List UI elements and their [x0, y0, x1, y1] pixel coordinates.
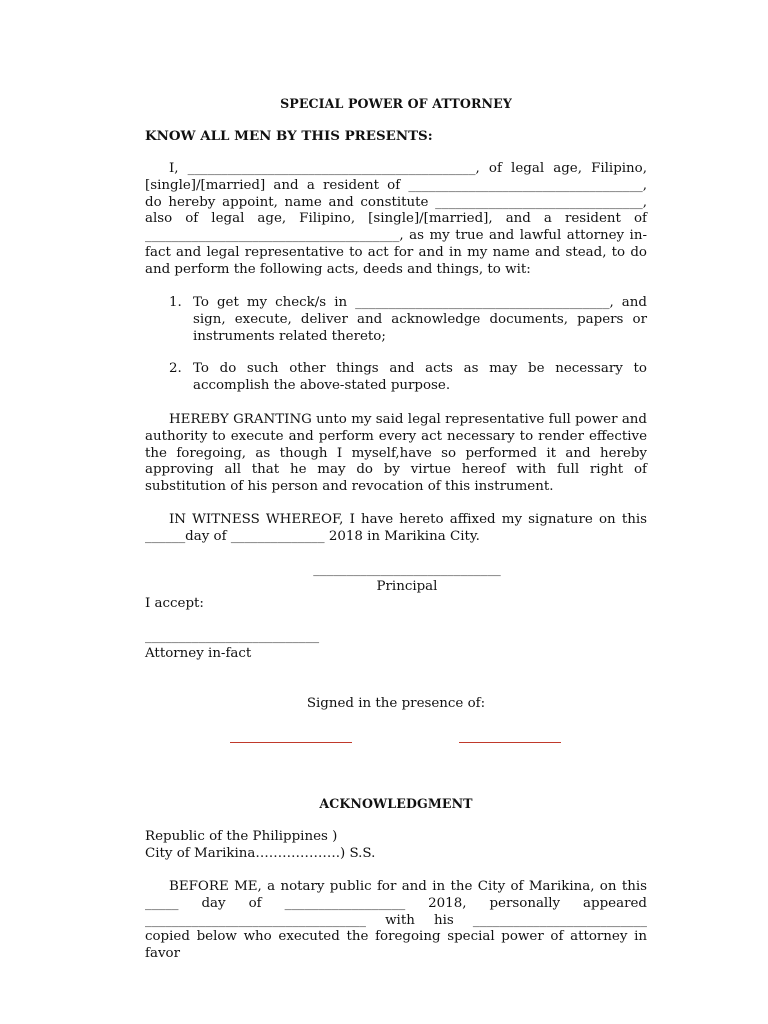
act-item-1 [145, 295, 647, 345]
intro-heading: KNOW ALL MEN BY THIS PRESENTS: [145, 128, 433, 144]
principal-signature-line: ____________________________ [313, 562, 501, 577]
act-text: To get my check/s in ______________________________________, and sign, execute, deliver and acknowledge documents, papers or instruments related thereto; [193, 295, 647, 344]
attorney-signature-line: __________________________ [145, 629, 320, 644]
witness-paragraph: IN WITNESS WHEREOF, I have hereto affixed my signature on this ______day of ______________ 2018 in Marikina City. [145, 512, 647, 544]
act-item-2 [145, 361, 647, 395]
witness-signature-line-2 [459, 732, 561, 743]
signed-presence-label: Signed in the presence of: [306, 696, 486, 711]
attorney-label: Attorney in-fact [145, 646, 252, 661]
act-number: 1. [169, 295, 182, 310]
venue-city: City of Marikina……………….) S.S. [145, 846, 376, 861]
i-accept-label: I accept: [145, 596, 204, 611]
venue-republic: Republic of the Philippines ) [145, 829, 338, 844]
document-title: SPECIAL POWER OF ATTORNEY [280, 96, 512, 111]
appointment-paragraph: I, ___________________________________________, of legal age, Filipino, [single]/[married] and a resident of ___________________________________, do hereby appoint, name and constitute _______________________________, also of legal age, Filipino, [single]/[married], and a resident of ______________________________________, as my true and lawful attorney in-fact and legal representative to act for and in my name and stead, to do and perform the following acts, deeds and things, to wit: [145, 161, 647, 277]
act-number: 2. [169, 361, 182, 377]
acknowledgment-title: ACKNOWLEDGMENT [319, 796, 473, 811]
principal-label: Principal [376, 579, 438, 594]
act-text: To do such other things and acts as may be necessary to accomplish the above-stated purpose. [193, 361, 647, 394]
before-me-paragraph: BEFORE ME, a notary public for and in the City of Marikina, on this _____ day of __________________ 2018, personally appeared _________________________________ with his __________________________ copied below who executed the foregoing special power of attorney in favor [145, 879, 647, 962]
acts-list [145, 295, 647, 395]
granting-paragraph: HEREBY GRANTING unto my said legal representative full power and authority to execute and perform every act necessary to render effective the foregoing, as though I myself,have so performed it and hereby approving all that he may do by virtue hereof with full right of substitution of his person and revocation of this instrument. [145, 412, 647, 495]
witness-signature-line-1 [230, 732, 352, 743]
